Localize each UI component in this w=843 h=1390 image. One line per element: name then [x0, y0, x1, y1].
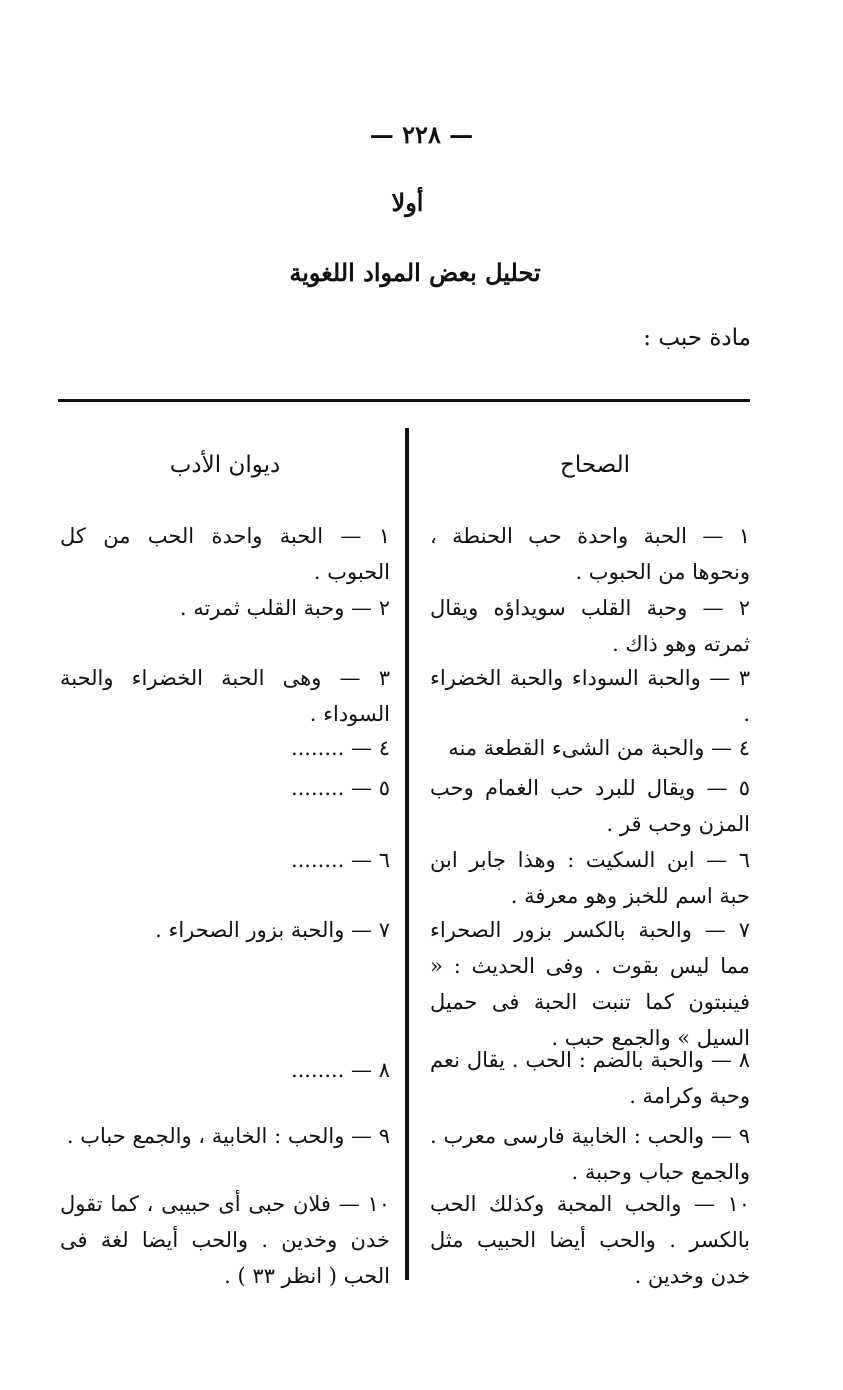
sihah-entry-6: ٦ — ابن السكيت : وهذا جابر ابن حبة اسم للخبز وهو معرفة . [430, 848, 750, 908]
sihah-entry-10: ١٠ — والحب المحبة وكذلك الحب بالكسر . والحب أيضا الحبيب مثل خدن وخدين . [430, 1192, 750, 1288]
diwan-column [60, 0, 390, 1390]
diwan-entry-7: ٧ — والحبة بزور الصحراء . [155, 918, 390, 942]
sihah-entry-7: ٧ — والحبة بالكسر بزور الصحراء مما ليس بقوت . وفى الحديث : « فينبتون كما تنبت الحبة فى حميل السيل » والجمع حبب . [430, 918, 750, 1050]
section-label: أولا [391, 188, 424, 217]
sihah-entry-4: ٤ — والحبة من الشىء القطعة منه [448, 736, 750, 760]
diwan-entry-3: ٣ — وهى الحبة الخضراء والحبة السوداء . [60, 666, 390, 726]
diwan-entry-8: ٨ — ........ [290, 1058, 390, 1082]
diwan-entry-2: ٢ — وحبة القلب ثمرته . [179, 596, 390, 620]
diwan-entry-9: ٩ — والحب : الخابية ، والجمع حباب . [66, 1124, 390, 1148]
entry-label: مادة حبب : [643, 325, 751, 351]
sihah-entry-2: ٢ — وحبة القلب سويداؤه ويقال ثمرته وهو ذاك . [430, 596, 750, 656]
page-number: — ٢٢٨ — [369, 120, 474, 149]
diwan-entry-4: ٤ — ........ [290, 736, 390, 760]
diwan-column-heading: ديوان الأدب [169, 452, 281, 478]
sihah-column-heading: الصحاح [559, 452, 631, 478]
diwan-entry-1: ١ — الحبة واحدة الحب من كل الحبوب . [60, 524, 390, 584]
diwan-entry-6: ٦ — ........ [290, 848, 390, 872]
diwan-entry-10: ١٠ — فلان حبى أى حبيبى ، كما تقول خدن وخدين . والحب أيضا لغة فى الحب ( انظر ٣٣ ) . [60, 1192, 390, 1288]
sihah-entry-5: ٥ — ويقال للبرد حب الغمام وحب المزن وحب قر . [430, 776, 750, 836]
sihah-entry-1: ١ — الحبة واحدة حب الحنطة ، ونحوها من الحبوب . [430, 524, 750, 584]
sihah-entry-9: ٩ — والحب : الخابية فارسى معرب . والجمع حباب وحببة . [430, 1124, 750, 1184]
sihah-column [430, 0, 750, 1390]
sihah-entry-3: ٣ — والحبة السوداء والحبة الخضراء . [430, 666, 750, 726]
page-title: تحليل بعض المواد اللغوية [289, 258, 541, 287]
column-divider [405, 428, 409, 1280]
diwan-entry-5: ٥ — ........ [290, 776, 390, 800]
sihah-entry-8: ٨ — والحبة بالضم : الحب . يقال نعم وحبة وكرامة . [430, 1048, 750, 1108]
